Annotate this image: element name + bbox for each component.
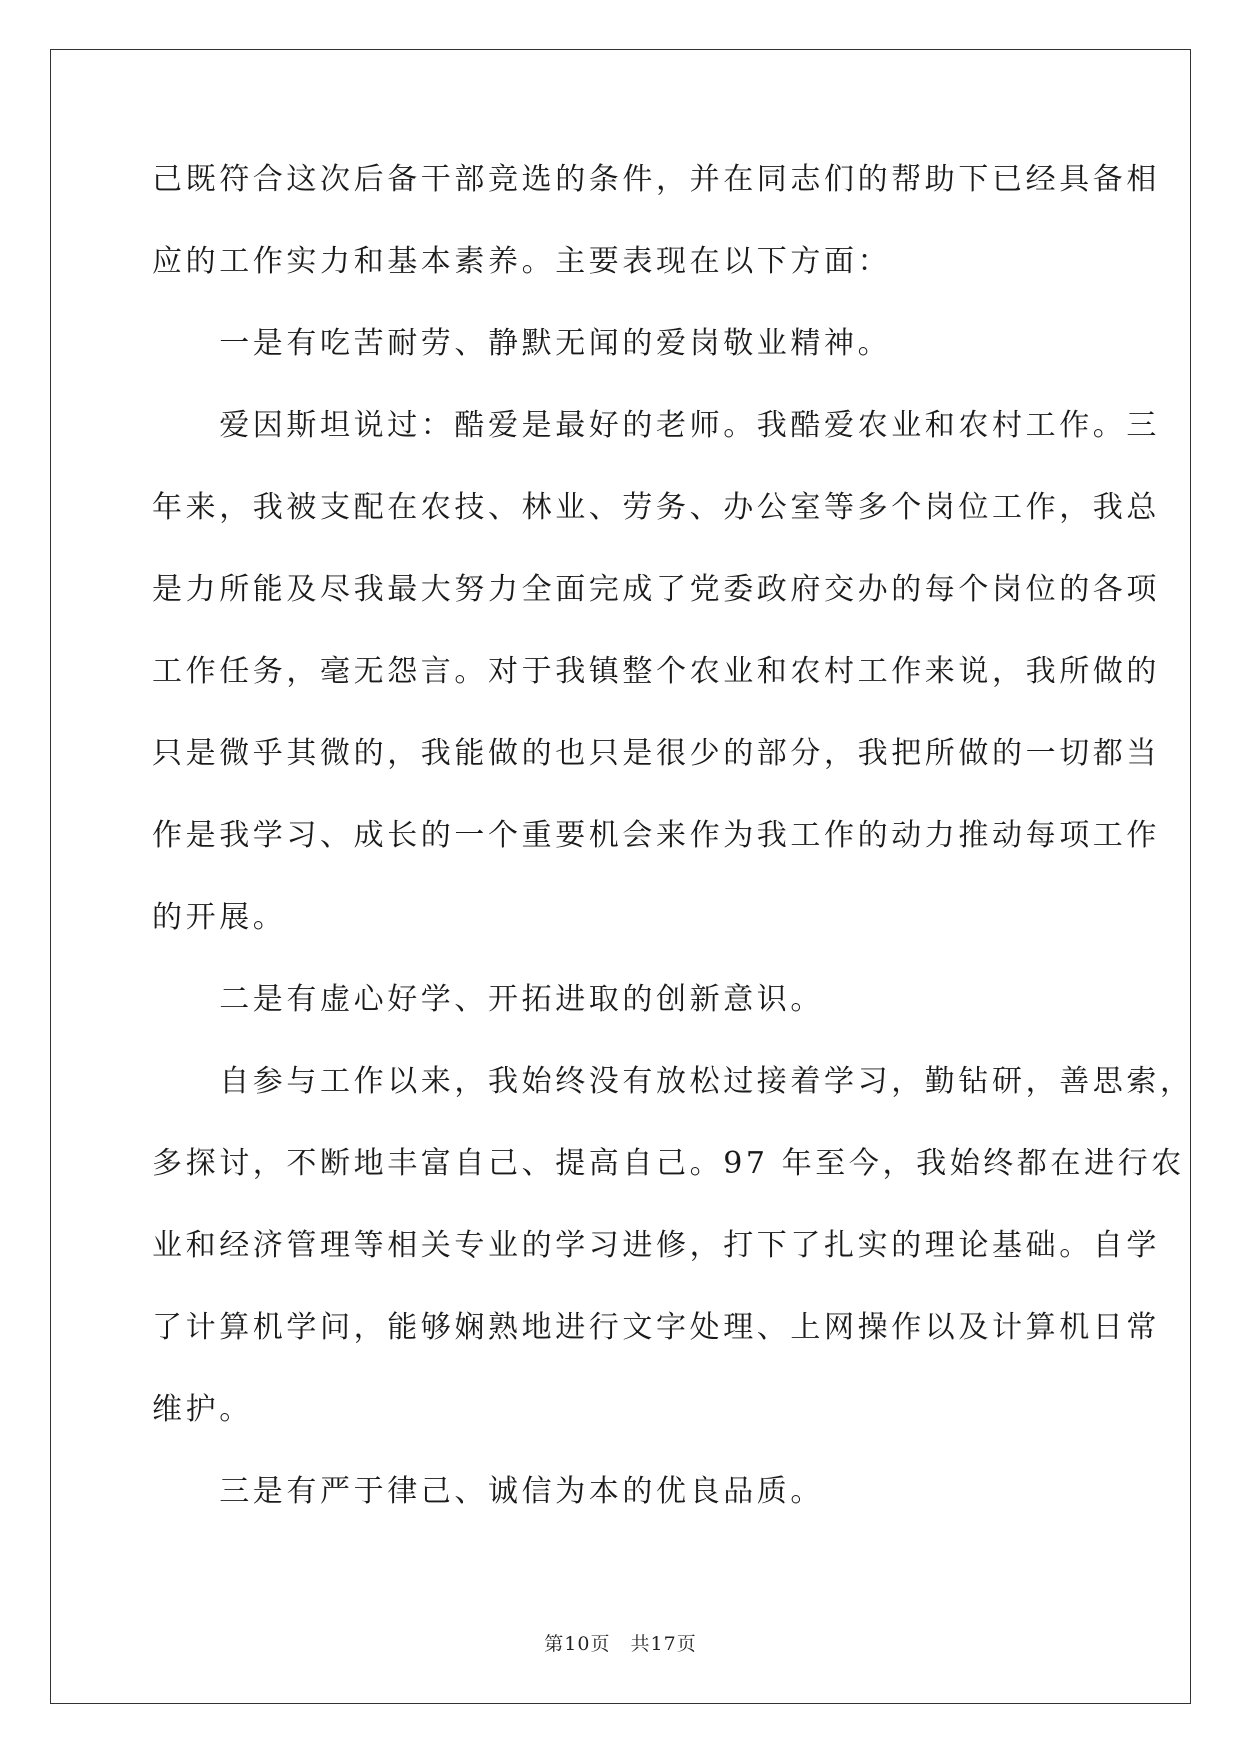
text-line: 年来，我被支配在农技、林业、劳务、办公室等多个岗位工作，我总 <box>152 490 1160 525</box>
text-line: 是力所能及尽我最大努力全面完成了党委政府交办的每个岗位的各项 <box>152 572 1160 607</box>
text-line: 二是有虚心好学、开拓进取的创新意识。 <box>152 982 824 1017</box>
page-prefix: 第 <box>544 1633 565 1655</box>
page-suffix: 页 <box>676 1633 697 1655</box>
text-line: 多探讨，不断地丰富自己、提高自己。97 年至今，我始终都在进行农 <box>152 1146 1185 1181</box>
text-line: 的开展。 <box>152 900 287 935</box>
text-line: 爱因斯坦说过：酷爱是最好的老师。我酷爱农业和农村工作。三 <box>152 408 1160 443</box>
text-line: 己既符合这次后备干部竞选的条件，并在同志们的帮助下已经具备相 <box>152 162 1160 197</box>
text-line: 只是微乎其微的，我能做的也只是很少的部分，我把所做的一切都当 <box>152 736 1160 771</box>
text-line: 了计算机学问，能够娴熟地进行文字处理、上网操作以及计算机日常 <box>152 1310 1160 1345</box>
text-line: 应的工作实力和基本素养。主要表现在以下方面： <box>152 244 892 279</box>
text-line: 业和经济管理等相关专业的学习进修，打下了扎实的理论基础。自学 <box>152 1228 1160 1263</box>
text-line: 三是有严于律己、诚信为本的优良品质。 <box>152 1474 824 1509</box>
text-line: 自参与工作以来，我始终没有放松过接着学习，勤钻研，善思索， <box>152 1064 1194 1099</box>
text-line: 作是我学习、成长的一个重要机会来作为我工作的动力推动每项工作 <box>152 818 1160 853</box>
page-number-footer <box>0 1629 1241 1656</box>
text-line: 维护。 <box>152 1392 253 1427</box>
document-body <box>152 162 1194 1559</box>
page-current: 10 <box>564 1633 591 1655</box>
page-total: 17 <box>650 1633 677 1655</box>
text-line: 一是有吃苦耐劳、静默无闻的爱岗敬业精神。 <box>152 326 892 361</box>
text-line: 工作任务，毫无怨言。对于我镇整个农业和农村工作来说，我所做的 <box>152 654 1160 689</box>
page-mid: 页 共 <box>590 1633 651 1655</box>
